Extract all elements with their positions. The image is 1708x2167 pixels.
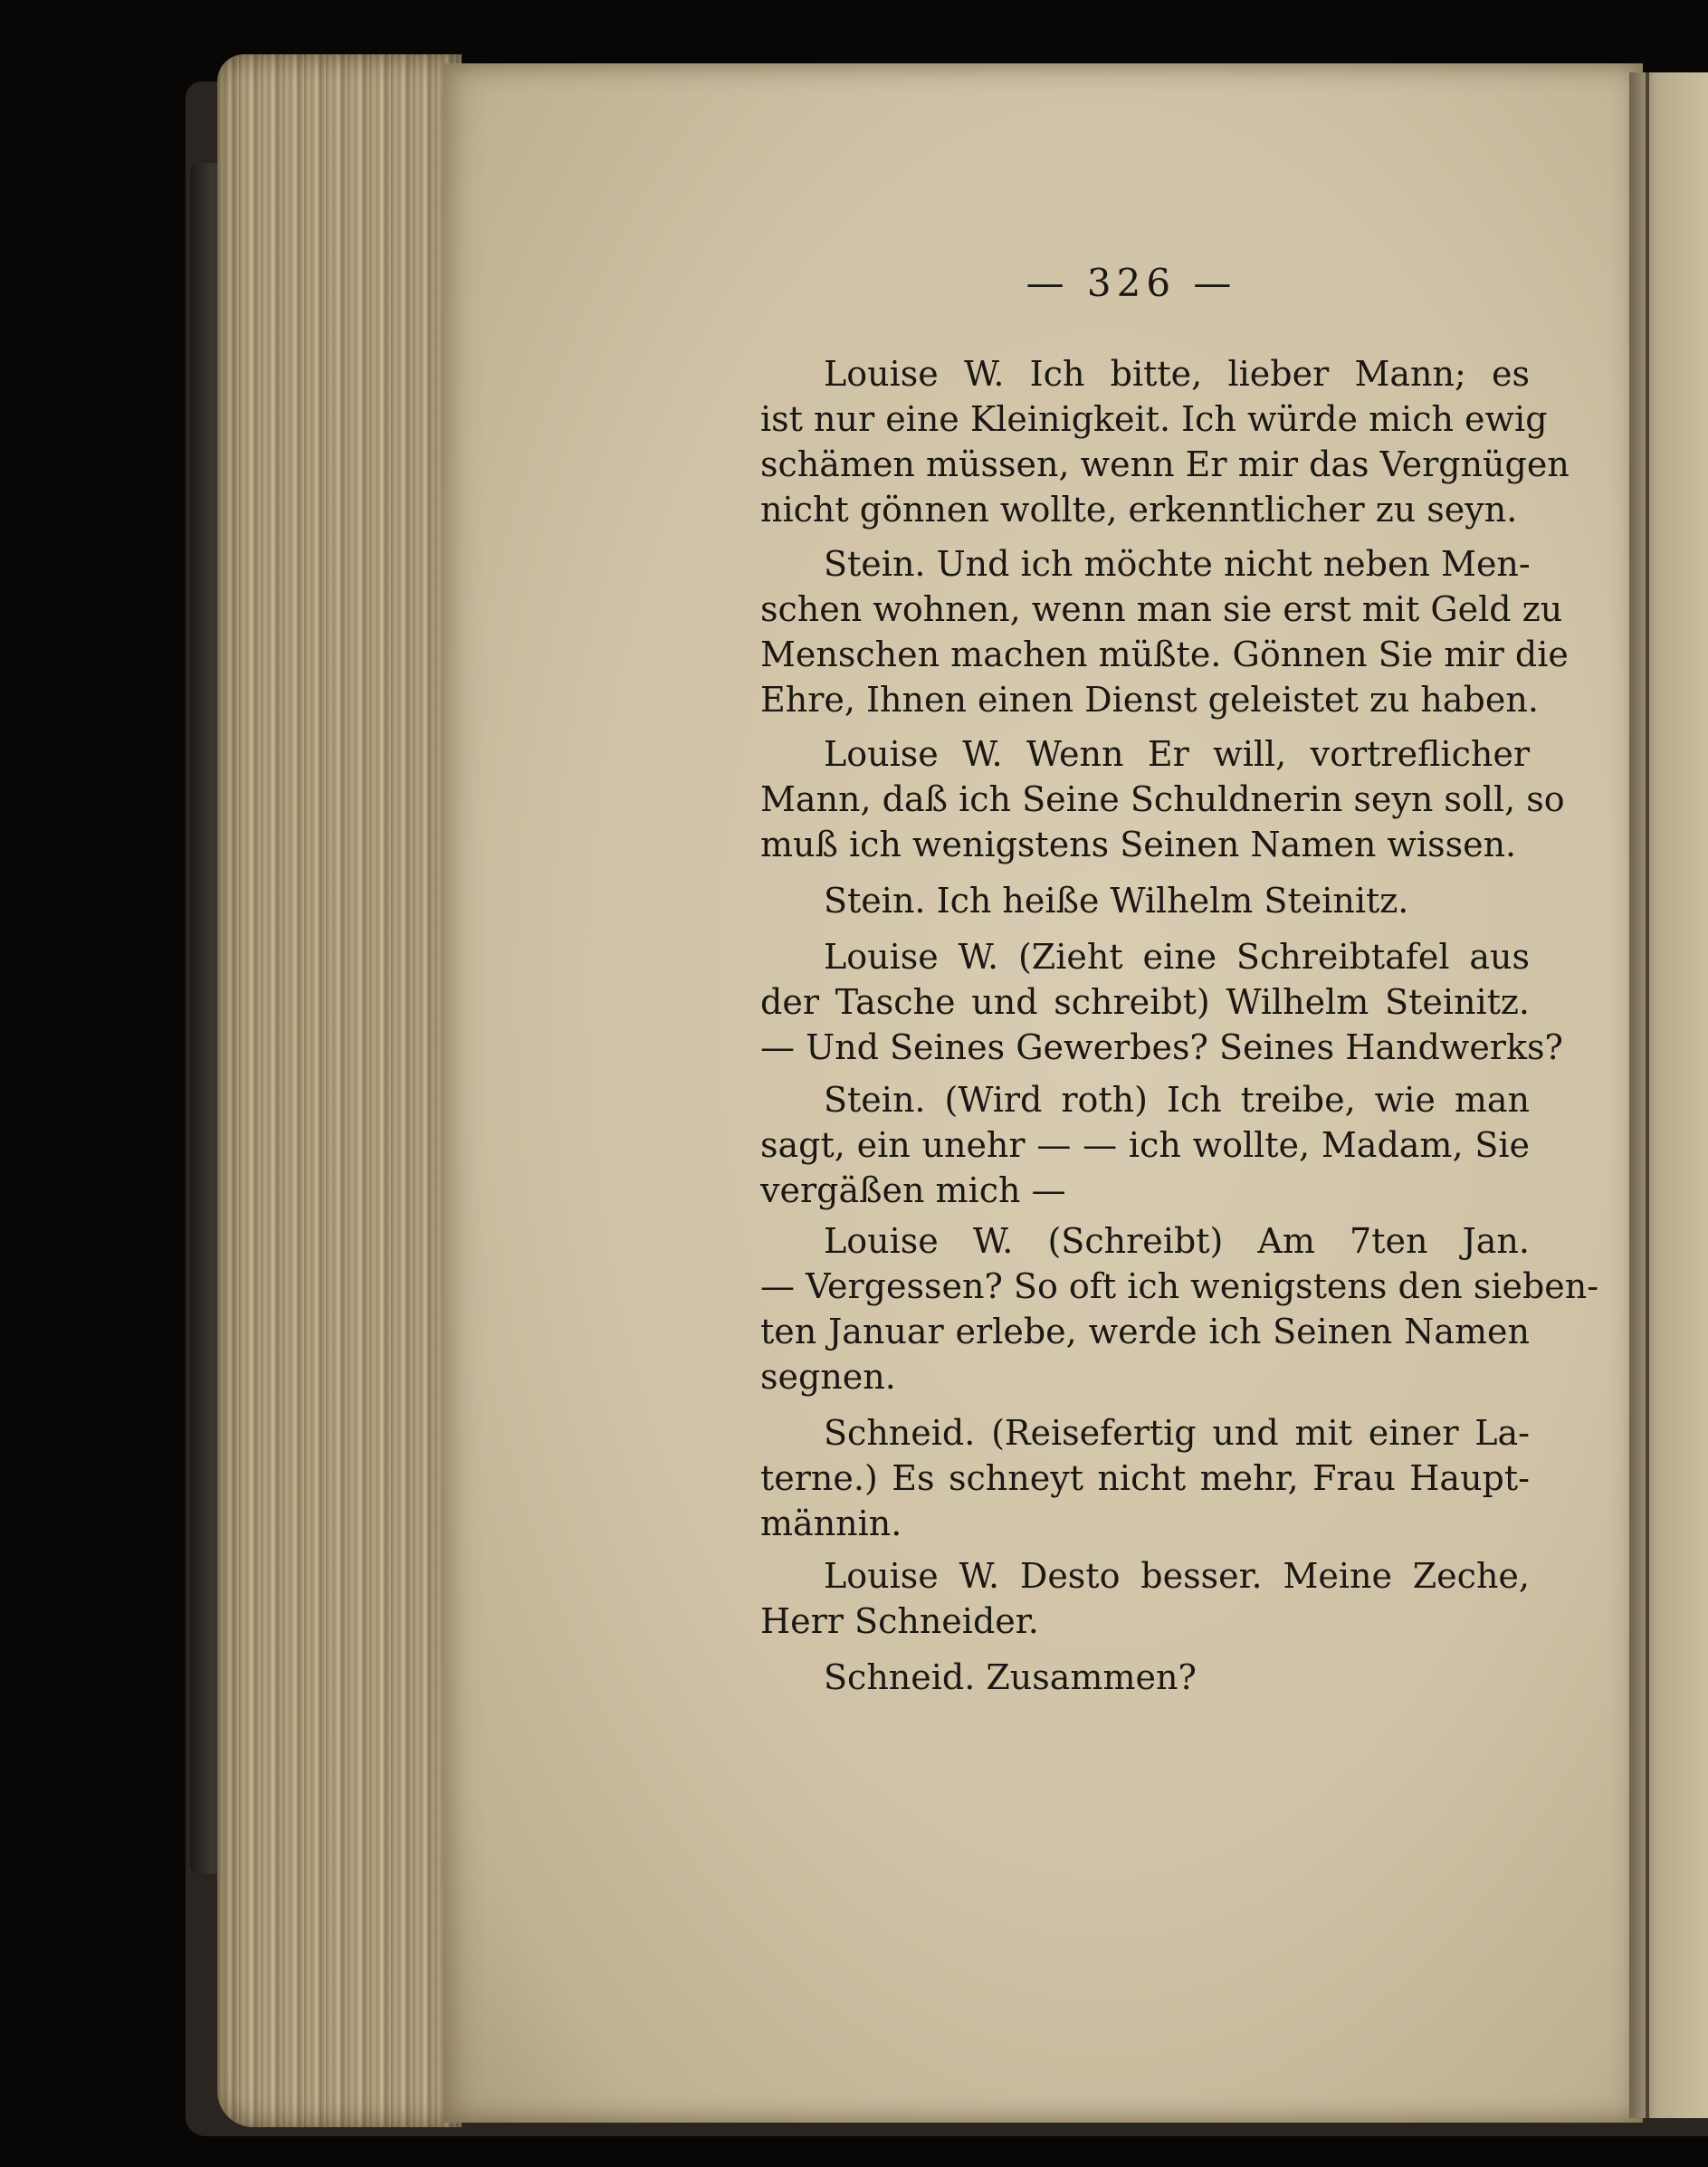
- text-line: schen wohnen, wenn man sie erst mit Geld zu: [760, 589, 1563, 629]
- text-line: Stein. Ich heiße Wilhelm Steinitz.: [824, 881, 1409, 921]
- facing-page-edge: [1629, 72, 1708, 2118]
- text-line: muß ich wenigstens Seinen Namen wissen.: [760, 825, 1517, 864]
- text-line: Louise W. (Schreibt) Am 7ten Jan.: [824, 1221, 1530, 1261]
- text-line: Ehre, Ihnen einen Dienst geleistet zu haben.: [760, 680, 1539, 720]
- text-line: der Tasche und schreibt) Wilhelm Steinitz.: [760, 982, 1530, 1022]
- text-line: Louise W. Wenn Er will, vortreflicher: [824, 734, 1530, 774]
- text-line: sagt, ein unehr — — ich wollte, Madam, Sie: [760, 1125, 1530, 1165]
- text-line: Mann, daß ich Seine Schuldnerin seyn soll, so: [760, 779, 1565, 819]
- text-line: Stein. Und ich möchte nicht neben Men-: [824, 544, 1531, 584]
- text-line: Menschen machen müßte. Gönnen Sie mir die: [760, 635, 1569, 674]
- page-edges: [217, 54, 462, 2127]
- text-line: ist nur eine Kleinigkeit. Ich würde mich ewig: [760, 399, 1548, 439]
- page-number: — 326 —: [1026, 261, 1237, 305]
- text-line: Louise W. Ich bitte, lieber Mann; es: [824, 354, 1530, 394]
- text-line: Schneid. (Reisefertig und mit einer La-: [824, 1413, 1530, 1453]
- text-line: — Vergessen? So oft ich wenigstens den sieben-: [760, 1266, 1599, 1306]
- text-line: schämen müssen, wenn Er mir das Vergnügen: [760, 444, 1570, 484]
- text-line: Louise W. (Zieht eine Schreibtafel aus: [824, 937, 1530, 977]
- text-line: männin.: [760, 1504, 902, 1543]
- text-line: ten Januar erlebe, werde ich Seinen Namen: [760, 1312, 1530, 1351]
- text-line: Louise W. Desto besser. Meine Zeche,: [824, 1556, 1530, 1596]
- text-line: Schneid. Zusammen?: [824, 1657, 1197, 1697]
- text-line: segnen.: [760, 1357, 896, 1397]
- text-line: Herr Schneider.: [760, 1601, 1039, 1641]
- text-line: — Und Seines Gewerbes? Seines Handwerks?: [760, 1027, 1563, 1067]
- text-line: nicht gönnen wollte, erkenntlicher zu seyn.: [760, 490, 1518, 530]
- text-line: vergäßen mich —: [760, 1170, 1066, 1210]
- text-line: terne.) Es schneyt nicht mehr, Frau Haupt-: [760, 1458, 1530, 1498]
- text-line: Stein. (Wird roth) Ich treibe, wie man: [824, 1080, 1530, 1120]
